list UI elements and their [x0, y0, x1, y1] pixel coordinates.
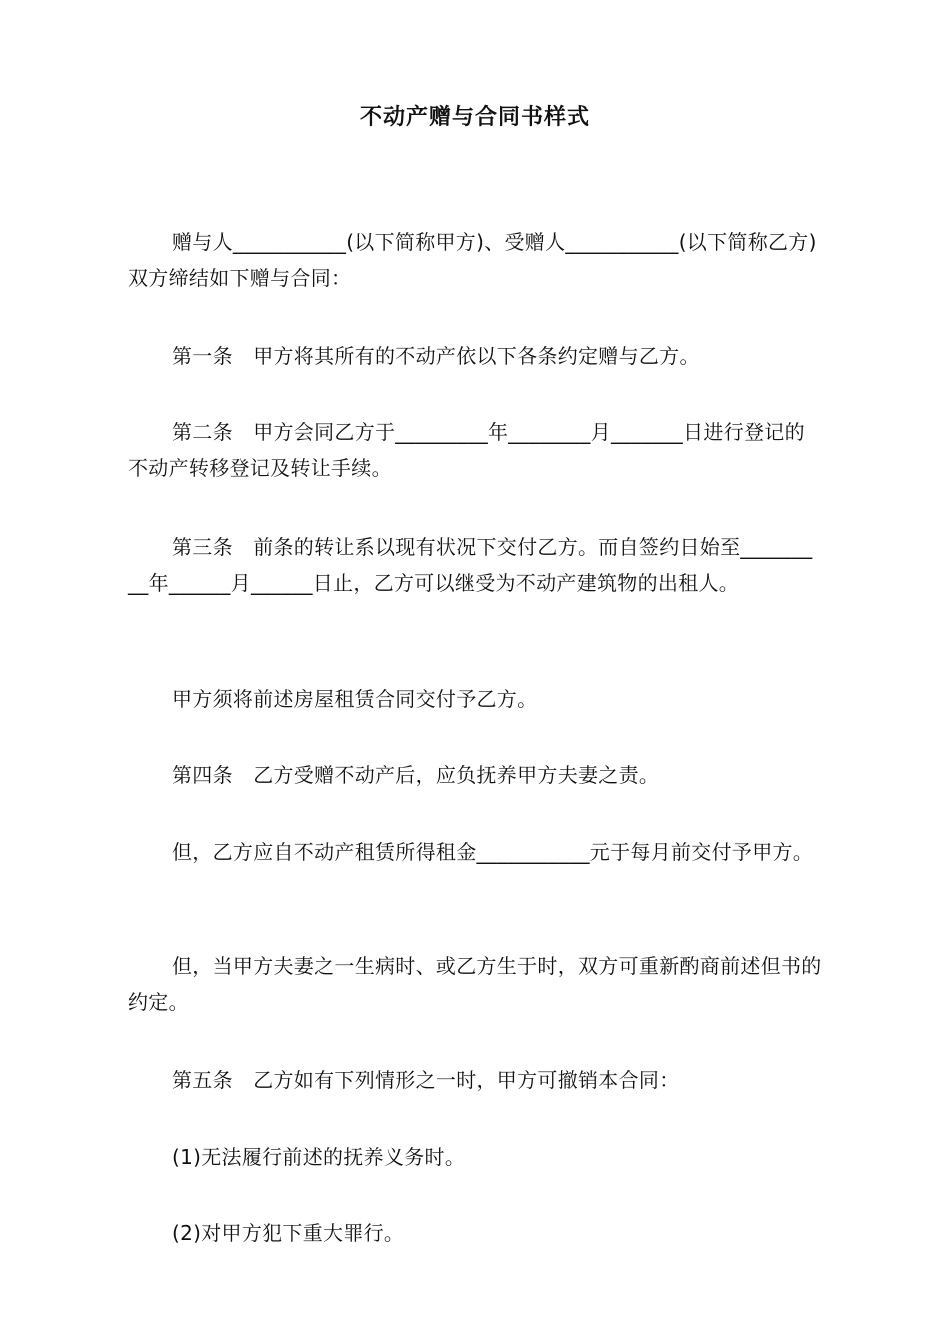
paragraph-article-1: 第一条 甲方将其所有的不动产依以下各条约定赠与乙方。 [172, 344, 700, 368]
document-title: 不动产赠与合同书样式 [359, 105, 590, 130]
paragraph-renegotiate-proviso: 但，当甲方夫妻之一生病时、或乙方生于时，双方可重新酌商前述但书的约定。 [128, 954, 822, 1014]
paragraph-article-4: 第四条 乙方受赠不动产后，应负抚养甲方夫妻之责。 [172, 763, 660, 787]
paragraph-rent-proviso: 但，乙方应自不动产租赁所得租金___________元于每月前交付予甲方。 [172, 840, 814, 864]
paragraph-clause-2: (2)对甲方犯下重大罪行。 [172, 1221, 405, 1245]
paragraph-lease-handover: 甲方须将前述房屋租赁合同交付予乙方。 [172, 687, 538, 711]
paragraph-article-5: 第五条 乙方如有下列情形之一时，甲方可撤销本合同： [172, 1068, 680, 1092]
paragraph-article-3: 第三条 前条的转让系以现有状况下交付乙方。而自签约日始至_________年______月______日止，乙方可以继受为不动产建筑物的出租人。 [128, 535, 813, 595]
paragraph-clause-1: (1)无法履行前述的抚养义务时。 [172, 1145, 466, 1169]
paragraph-parties: 赠与人___________(以下简称甲方)、受赠人___________(以下简称乙方)双方缔结如下赠与合同： [128, 230, 817, 290]
paragraph-article-2: 第二条 甲方会同乙方于_________年________月_______日进行登记的不动产转移登记及转让手续。 [128, 420, 805, 480]
